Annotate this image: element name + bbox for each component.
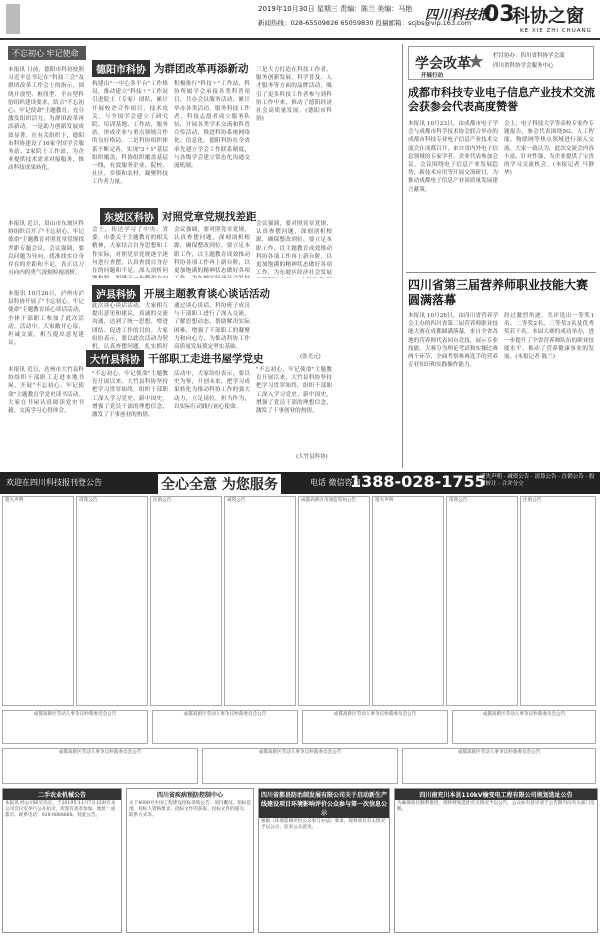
article-2-col-3: 会议强调，要对照党章党规，认真查摆问题，深刻剖析根源，确保整改到位。要立足本职工作，以主题教育成效推动科协各项工作再上新台阶，以更加饱满的精神状态做好各项 bbox=[174, 227, 250, 275]
article-4-credit: (大竹县科协) bbox=[296, 454, 328, 460]
bottom-notice-3-body: 根据《环境影响评价公众参与办法》要求，现将项目有关情况予以公示，征求公众意见。 bbox=[261, 819, 386, 831]
notice-1: 遗失声明 bbox=[2, 496, 74, 706]
article-4-col-2: "不忘初心、牢记使命"主题教育开展以来，大竹县科协坚持把学习贯穿始终，组织干部职工深入学习党史、新中国史，增强了党员干部的理想信念，激发了干事创业的热情。 bbox=[92, 371, 168, 419]
notice-8: 注销公告 bbox=[520, 496, 596, 706]
article-2-title: 对照党章党规找差距 bbox=[162, 211, 257, 223]
column-divider bbox=[402, 44, 403, 468]
arbitration-notice-3: 成都高新区劳动人事争议仲裁委员会公告 bbox=[302, 710, 448, 744]
article-1-col-3: 积极推行"科技＋"工作站，科协所属学会承接各类科普项目，共办会员服务活动，累计举办各类活动，服务科技工作者，科技志愿者成立服务队伍，开展各类学术交流和科普宣传活动，推进科协系统网络化、信息化。德阳科协在全省率先建立学会工作联系制度，与各级学会建立常态化沟通交流机制。 bbox=[174, 81, 250, 170]
article-1-col-1: 本报讯 日前，德阳市科协按照习近平总书记在"科技三会"及群团改革工作会上的指示，围绕开放型、枢纽型、平台型科协组织建设要求，结合"不忘初心、牢记使命"主题教育，充分激发组织活力，为群团改革再添新动。一是助力创新发展成效显著。在有关组织下，德阳市科协建设了16家全国学会服务站、2家院士工作站，为企业提供技术需求对接服务，推动科技成果转化。 bbox=[8, 67, 84, 172]
article-3-title: 开展主题教育谈心谈话活动 bbox=[144, 288, 270, 300]
reform-logo-note-1: 栏目协办：四川省科协学会部 bbox=[493, 53, 565, 59]
article-2-col-2: 会上，传达学习了中央、省委、市委关于主题教育的相关精神，大家结合自身思想和工作实际，对照党章党规逐字逐句进行查摆，认真查找自身存在的问题和不足，深入剖析问 bbox=[92, 227, 168, 275]
article-3-credit: (张光元) bbox=[300, 354, 321, 360]
bottom-notice-2 bbox=[126, 788, 254, 933]
ad-banner bbox=[0, 472, 600, 494]
article-1-kicker: 德阳市科协 bbox=[92, 60, 150, 77]
right-divider bbox=[406, 272, 596, 273]
article-3-col-2: 此次谈心谈话活动，大家相互提出意见和建议，真诚的交流沟通，达到了统一思想、增进团结、促进工作的目的。大家纷纷表示，要以此次活动为契机，认真查摆问题，扎实抓好 bbox=[92, 303, 168, 350]
article-3-kicker: 泸县科协 bbox=[92, 285, 140, 302]
ad-banner-note: 遗失声明 · 减资公告 · 清算公告 · 注销公告 · 股权转让 · 合并分立 bbox=[480, 474, 595, 487]
arbitration-notice-2: 成都高新区劳动人事争议仲裁委员会公告 bbox=[152, 710, 298, 744]
article-1-headline bbox=[92, 60, 249, 77]
bottom-notice-3 bbox=[258, 788, 390, 933]
article-3-col-1: 本报讯 10月26日，泸州市泸县科协开展了"不忘初心、牢记使命"主题教育谈心谈话活动，全体干部职工参加了此次活动。活动中，大家敞开心扉，坦诚交流，相互提出意见建议。 bbox=[8, 291, 84, 346]
notices-grid bbox=[2, 496, 598, 786]
right-story-2-col-1: 本报讯 10月26日，由四川省营养学会主办的四川省第三届营养师职业技能大赛在成都圆满落幕。来自全省各地的营养师代表同台竞技，展示专业技能。大赛分为理论考试和实操比赛两个环节，全面考察参赛选手的营养专业知识和实践操作能力。 bbox=[408, 313, 498, 369]
reform-logo-text: 学会改革 bbox=[415, 56, 471, 72]
article-3-col-3: 通过谈心谈话，科协班子成员与干部职工进行了深入交流，了解思想动态，帮助解决实际困难，增强了干部职工的凝聚力和向心力，为推动科协工作高质量发展奠定坚实基础。 bbox=[174, 303, 250, 350]
issue-date: 2019年10月30日 星期三 责编：陈兰 美编：马艳 bbox=[258, 5, 413, 13]
article-2-headline bbox=[100, 208, 257, 225]
bottom-notice-1 bbox=[2, 788, 122, 933]
ad-banner-phone-label: 电话 微信咨询 bbox=[310, 478, 361, 487]
column-tag: 不忘初心 牢记使命 bbox=[8, 46, 86, 60]
article-1-title: 为群团改革再添新动 bbox=[154, 63, 249, 75]
arbitration-notice-5: 成都高新区劳动人事争议仲裁委员会公告 bbox=[2, 748, 198, 784]
arbitration-notice-7: 成都高新区劳动人事争议仲裁委员会公告 bbox=[402, 748, 596, 784]
ad-banner-slogan: 全心全意 为您服务 bbox=[158, 474, 281, 494]
article-4-col-1: 本报讯 近日，达州市大竹县科协组织干部职工走进本地书屋，开展"不忘初心、牢记使命"主题教育学党史读书活动。大家在书屋认真阅读党史书籍，交流学习心得体会。 bbox=[8, 367, 84, 415]
notice-6: 遗失声明 bbox=[372, 496, 444, 706]
bottom-notices bbox=[2, 788, 598, 935]
bottom-notice-1-body: 本报讯 经公司研究决定，于2019年11月7日15时在本公司会议室举行公开拍卖，欢迎有意者参加。地址：成都市。联系电话：028-8888888。特此公告。 bbox=[5, 801, 116, 819]
notice-4: 减资公告 bbox=[224, 496, 296, 706]
reform-logo-box bbox=[408, 46, 594, 80]
notice-5: 成都高新区市场监管局公告 bbox=[298, 496, 370, 706]
article-1-col-2: 构建出"一中心多平台"工作格局，推动建立"科技＋"工作站引进院士（专家）团队，累计开展校企合作项目，技术攻关，与全国学会建立了研究院、培训基地、工作站，服务站，形成企业与重点领域合作的良好格局。二是科协组织体系不断完善，实现"3＋1"基层组织覆盖，科协组织覆盖基层一线，有效服务企业、院校、社区、乡镇和农村，凝聚科技工作者力量。 bbox=[92, 81, 168, 186]
article-4-col-3: 活动中，大家纷纷表示，要以史为鉴，开创未来，把学习成果转化为推动科协工作的强大动力，立足岗位，担当作为，以实际行动践行初心使命。 bbox=[174, 371, 250, 410]
bottom-notice-2-body: 关于4000号中国工程建设招标采购公告：项目概况、招标范围、投标人资格要求、招标文件的获取、投标文件的递交、联系方式等。 bbox=[129, 801, 251, 819]
star-icon: ★ bbox=[467, 49, 485, 73]
bottom-notice-4-body: 为确保项目顺利推进，现将规划选址有关情况予以公告，公众如有意见请于公告期内向有关部门反映。 bbox=[397, 801, 595, 813]
edge-mark bbox=[6, 4, 20, 34]
article-4-col-4: "不忘初心、牢记使命"主题教育开展以来，大竹县科协坚持把学习贯穿始终，组织干部职工深入学习党史、新中国史，增强了党员干部的理想信念，激发了干事创业的热情。 bbox=[256, 367, 332, 415]
article-4-kicker: 大竹县科协 bbox=[86, 350, 144, 367]
arbitration-notice-6: 成都高新区劳动人事争议仲裁委员会公告 bbox=[202, 748, 398, 784]
bottom-notice-4 bbox=[394, 788, 598, 933]
reform-logo-subtext: 开展行动 bbox=[421, 73, 444, 79]
right-story-1-col-2: 会上，电子科技大学等高校专家作专题报告，参会代表围绕5G、人工智能、物联网等热点领域进行深入交流。大家一致认为，此次交流会内容丰富、针对性强，为企业提供了宝贵的学习交流机会。(本报记者 马静华) bbox=[504, 121, 594, 177]
ad-banner-text: 欢迎在四川科技报刊登公告 bbox=[6, 478, 102, 487]
bottom-notice-3-title: 四川省都县防治制发展有限公司关于启动新生产线建设项目环境影响评价公众参与第一次信息公示 bbox=[259, 789, 389, 818]
contact-info: 新闻热线：028-65509826 65059830 投稿邮箱：scjbs@vip.163.com bbox=[258, 19, 472, 27]
right-story-1-col-1: 本报讯 10月23日，由成都市电子学会与成都市科学技术协会联合举办的成都市科技专业电子信息产业技术交流会在成都召开，来自省内外电子信息领域的专家学者、企业代表参加会议。会议围绕电子信息产业发展趋势，新技术应用等开展交流研讨，为推动成都电子信息产业高质量发展建言献策。 bbox=[408, 121, 498, 193]
ad-banner-phone: 1388-028-1755 bbox=[350, 472, 486, 491]
bottom-notice-4-title: 四川南充川本县110kV输变电工程有限公司规划选址公告 bbox=[395, 789, 597, 800]
right-story-2-col-2: 经过激烈角逐，共评选出一等奖1名、二等奖2名、三等奖3名及优秀奖若干名。本届大赛的成功举办，进一步提升了全省营养师队伍的职业技能水平，推动了营养健康事业的发展。(本报记者 陈兰) bbox=[504, 313, 594, 361]
article-1-col-4: 三是大力打造在科技工作者、服务创新发展、科学普及、人才服务等方面的品牌活动，吸引了更多科技工作者参与到科协工作中来，推动了德阳经济社会高质量发展。(德阳市科协) bbox=[256, 67, 332, 123]
section-pinyin: KE XIE ZHI CHUANG bbox=[520, 28, 592, 34]
right-story-2-title: 四川省第三届营养师职业技能大赛圆满落幕 bbox=[408, 278, 589, 307]
masthead bbox=[0, 0, 600, 40]
section-title: 科协之窗 bbox=[512, 6, 584, 27]
article-2-kicker: 东坡区科协 bbox=[100, 208, 158, 225]
paper-name: 四川科技报 bbox=[425, 8, 491, 23]
article-4-title: 干部职工走进书屋学党史 bbox=[148, 353, 264, 365]
bottom-notice-1-title: 二手农业机械公告 bbox=[3, 789, 121, 800]
article-2-col-1: 本报讯 近日，眉山市东坡区科协组织召开了"不忘初心、牢记使命"主题教育对照党章党规找差距专题会议。会议强调，要以问题为导向，找准找实自身存在的差距和不足，真正以刀刃向内的勇气深刻检视剖析。 bbox=[8, 221, 84, 277]
right-story-1-title: 成都市科技专业电子信息产业技术交流会获参会代表高度赞誉 bbox=[408, 86, 595, 113]
notice-3: 注销公告 bbox=[150, 496, 222, 706]
page-number: 03 bbox=[484, 2, 515, 27]
article-4-headline bbox=[86, 350, 264, 367]
article-3-headline bbox=[92, 285, 270, 302]
reform-logo-note-2: 四川省科协学会服务中心 bbox=[493, 63, 554, 69]
bottom-notice-2-title: 四川省疾病预防控制中心 bbox=[156, 792, 223, 799]
arbitration-notice-1: 成都高新区劳动人事争议仲裁委员会公告 bbox=[2, 710, 148, 744]
article-2-col-4: 会议强调，要对照党章党规，认真查摆问题，深刻剖析根源，确保整改到位。要立足本职工作，以主题教育成效推动科协各项工作再上新台阶，以更加饱满的精神状态做好各项工作，为东坡区经济社会发展 bbox=[256, 221, 332, 277]
notice-2: 清算公告 bbox=[76, 496, 148, 706]
notice-7: 清算公告 bbox=[446, 496, 518, 706]
arbitration-notice-4: 成都高新区劳动人事争议仲裁委员会公告 bbox=[452, 710, 596, 744]
